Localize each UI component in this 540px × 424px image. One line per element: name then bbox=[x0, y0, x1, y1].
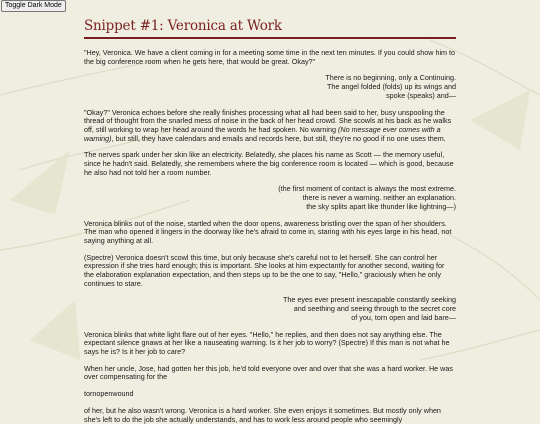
toggle-dark-mode-button[interactable]: Toggle Dark Mode bbox=[1, 0, 66, 12]
emphasis-text: (No message ever comes with a warning) bbox=[84, 124, 441, 143]
paragraph-text: "Okay?" Veronica echoes before she really finishes processing what all had been said to her, busy unspooling the thread of thought from the snarled mess of noise in the back of her head crowd. She scowls at his back as he walks off, still working to wrap her head around the words he had spoken. No warning bbox=[84, 107, 452, 134]
paragraph: of her, but he also wasn't wrong. Veronica is a hard worker. She even enjoys it sometimes. But mostly only when she's left to do the job she actually understands, and has to work less around people who seemingly bbox=[84, 405, 441, 424]
paragraph: (Spectre) Veronica doesn't scowl this time, but only because she's careful not to let herself. She can control her expression if she tries hard enough; this is important. She looks at him expectantly for another second, waiting for the elaboration explanation expectation, and then steps up to be the one to say, "Hello," graciously when he only continues to stare. bbox=[84, 252, 445, 288]
title-divider bbox=[84, 37, 456, 39]
verse-line: There is no beginning, only a Continuing. bbox=[325, 73, 456, 83]
verse-line: The eyes ever present inescapable constantly seeking bbox=[282, 295, 456, 305]
verse-line: spoke (speaks) and— bbox=[386, 90, 456, 100]
paragraph: Veronica blinks that white light flare out of her eyes. "Hello," he replies, and then does not say anything else. The expectant silence gnaws at her like a nauseating warning. Is it her job to worry? (Spectre) If this man is not what he says he is? Is it her job to care? bbox=[84, 329, 450, 356]
paragraph-text: , but still, they have calendars and emails and records here, but still, they're no good if no one uses them. bbox=[111, 133, 446, 143]
verse-block bbox=[84, 74, 456, 100]
article bbox=[84, 18, 456, 424]
verse-line: (the first moment of contact is always the most extreme. bbox=[278, 184, 456, 194]
verse-line: of you, torn open and laid bare— bbox=[351, 312, 456, 322]
paragraph: "Hey, Veronica. We have a client coming in for a meeting some time in the next ten minutes. If you could show him to the big conference room when he gets here, that would be great. Okay?" bbox=[84, 48, 456, 66]
paragraph: The nerves spark under her skin like an electricity. Belatedly, she places his name as Scott — the memory useful, since he hadn't said. Belatedly, she remembers where the big conference room is located — which is good, because he also had not told her a room number. bbox=[84, 150, 454, 177]
verse-block bbox=[84, 296, 456, 322]
paragraph: tornopenwound bbox=[84, 389, 134, 399]
page-title: Snippet #1: Veronica at Work bbox=[84, 18, 282, 34]
verse-line: and seething and seeing through to the secret core bbox=[293, 304, 456, 314]
paragraph: Veronica blinks out of the noise, startled when the door opens, awareness bristling over the span of her shoulders. The man who opened it lingers in the doorway like he's afraid to come in, staring with his eyes large in his head, not saying anything at all. bbox=[84, 218, 452, 245]
paragraph bbox=[84, 109, 456, 144]
verse-line: The angel folded (folds) up its wings and bbox=[326, 82, 456, 92]
verse-line: there is never a warning. neither an explanation. bbox=[302, 193, 456, 203]
verse-line: the sky splits apart like thunder like lightning—) bbox=[306, 201, 456, 211]
verse-block bbox=[84, 185, 456, 211]
paragraph: When her uncle, Jose, had gotten her this job, he'd told everyone over and over that she was a hard worker. He was over compensating for the bbox=[84, 363, 453, 382]
